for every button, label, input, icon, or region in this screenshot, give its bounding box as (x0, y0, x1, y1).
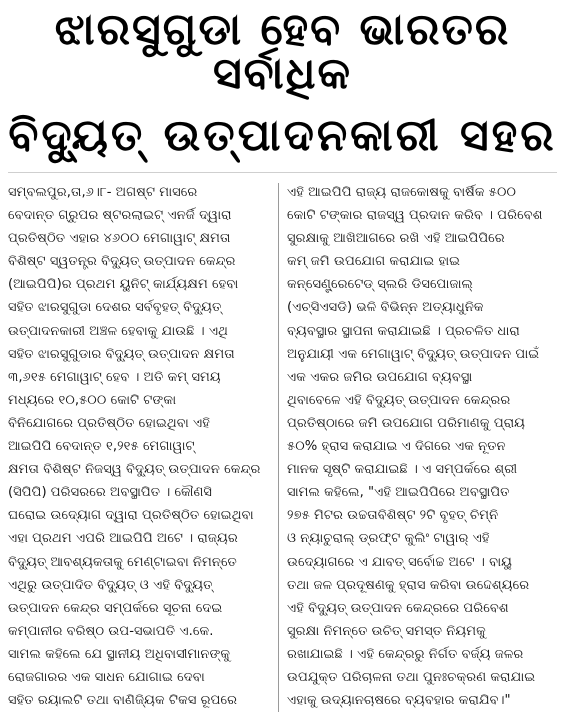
text-line: ଏହା ପ୍ରଥମ ଏପରି ଆଇପିପି ଅଟେ । ରାଜ୍ୟର (8, 531, 238, 547)
left-column-text (8, 181, 270, 712)
text-line: ୫୦% ହ୍ରାସ କରାଯାଇ ଏ ଦିଗରେ ଏକ ନୂତନ (287, 439, 506, 455)
text-line: ବିଦ୍ୟୁତ୍ ଆବଶ୍ୟକତାକୁ ମେଣ୍ଟାଇବା ନିମନ୍ତେ (8, 554, 237, 570)
text-line: ଅନୁଯାୟୀ ଏକ ମେଗାୱାଟ୍ ବିଦ୍ୟୁତ୍ ଉତ୍ପାଦନ ପାଇଁ (287, 346, 540, 362)
text-line: କନ୍‌ସେଣ୍ଟ୍ରେଟେଡ୍ ସ୍ଲରି ଡିସପୋଜାଲ୍ (287, 277, 474, 293)
text-line: ସହିତ ଝାରସୁଗୁଡାର ବିଦ୍ୟୁତ୍ ଉତ୍ପାଦନ କ୍ଷମତା (8, 346, 235, 362)
text-line: ସାମଲ କହିଲେ, "ଏହି ଆଇପିପିରେ ଅବସ୍ଥାପିତ (287, 485, 510, 501)
text-line: ମଧ୍ୟରେ ୧୦,୫୦୦ କୋଟି ଟଙ୍କା (8, 392, 177, 408)
text-line: ଆଇପିପି ବେଦାନ୍ତ ୧,୨୧୫ ମେଗାୱାଟ୍ (8, 439, 195, 455)
headline-line-1: ଝାରସୁଗୁଡା ହେବ ଭାରତର ସର୍ବାଧିକ (54, 4, 511, 99)
text-line: ସୁରକ୍ଷା ନିମନ୍ତେ ଉଚିତ୍ ସମସ୍ତ ନିୟମକୁ (287, 623, 486, 639)
text-line: ମାନକ ସୃଷ୍ଟି କରାଯାଇଛି । ଏ ସମ୍ପର୍କରେ ଶ୍ରୀ (287, 462, 518, 478)
text-line: କୋଟି ଟଙ୍କାର ରାଜସ୍ୱ ପ୍ରଦାନ କରିବ । ପରିବେଶ (287, 208, 543, 224)
text-line: ଉତ୍ପାଦନକାରୀ ଅଞ୍ଚଳ ହେବାକୁ ଯାଉଛି । ଏଥି (8, 323, 228, 339)
right-column (279, 181, 549, 712)
text-line: ସହିତ ରୟାଲଟି ତଥା ବାଣିଜ୍ୟିକ ଟିକସ ରୂପରେ (8, 693, 238, 709)
text-line: ଏହାକୁ ଉଦ୍ୟାନଚାଷରେ ବ୍ୟବହାର କରାଯିବ।" (287, 693, 511, 709)
text-line: ଏହି ବିଦ୍ୟୁତ୍ ଉତ୍ପାଦନ କେନ୍ଦ୍ରରେ ପରିବେଶ (287, 600, 509, 616)
text-line: ଏହି ଆଇପିପି ରାଜ୍ୟ ରାଜକୋଷକୁ ବାର୍ଷିକ ୫୦୦ (287, 185, 517, 200)
text-line: ୩,୬୧୫ ମେଗାୱାଟ୍ ହେବ । ଅତି କମ୍ ସମୟ (8, 369, 221, 385)
text-line: ବ୍ୟବସ୍ଥାର ସ୍ଥାପନା କରାଯାଇଛି । ପ୍ରଚଳିତ ଧାରା (287, 323, 520, 339)
text-line: ବେଦାନ୍ତ ଗ୍ରୁପର ଷ୍ଟରଲାଇଟ୍ ଏନର୍ଜି ଦ୍ୱାରା (8, 208, 232, 224)
text-line: ବିନିଯୋଗରେ ପ୍ରତିଷ୍ଠିତ ହୋଇଥିବା ଏହି (8, 415, 210, 431)
text-line: ଓ ନ୍ୟାଚୁରାଲ୍ ଡ୍ରଫ୍ଟ କୁଲିଂ ଟାୱାର୍ ଏହି (287, 531, 490, 547)
headline-line-2: ବିଦ୍ୟୁତ୍ ଉତ୍ପାଦନକାରୀ ସହର (8, 110, 557, 161)
article-body (8, 181, 557, 712)
text-line: ବିଶିଷ୍ଟ ସ୍ୱତନ୍ତ୍ର ବିଦ୍ୟୁତ୍ ଉତ୍ପାଦନ କେନ୍ଦ୍ର (8, 254, 236, 270)
text-line: ସାମଲ କହିଲେ ଯେ ସ୍ଥାନୀୟ ଅଧିବାସୀମାନଙ୍କୁ (8, 646, 231, 662)
text-line: ରୋଜଗାରର ଏକ ସାଧନ ଯୋଗାଇ ଦେବା (8, 669, 205, 685)
text-line: ପ୍ରତିଷ୍ଠାରେ ଜମି ଉପଯୋଗ ପରିମାଣକୁ ପ୍ରାୟ (287, 415, 526, 431)
text-line: (ସିପିପି) ପରିସରରେ ଅବସ୍ଥାପିତ । କୌଣସି (8, 485, 213, 501)
text-line: (ଆଇପିପି)ର ପ୍ରଥମ ୟୁନିଟ୍ କାର୍ଯ୍ୟକ୍ଷମ ହେବା (8, 277, 239, 293)
text-line: କମ୍ ଜମି ଉପଯୋଗ କରାଯାଇ ହାଇ (287, 254, 461, 270)
right-column-text (287, 181, 549, 712)
text-line: ଥିବାବେଳେ ଏହି ବିଦ୍ୟୁତ୍ ଉତ୍ପାଦନ କେନ୍ଦ୍ରର (287, 392, 511, 408)
text-line: ଘରୋଇ ଉଦ୍ୟୋଗ ଦ୍ୱାରା ପ୍ରତିଷ୍ଠିତ ହୋଇଥିବା (8, 508, 254, 524)
text-line: ରଖାଯାଇଛି । ଏହି କେନ୍ଦ୍ରରୁ ନିର୍ଗତ ବର୍ଜ୍ୟ ଜଳର (287, 646, 524, 662)
text-line: ସୁରକ୍ଷାକୁ ଆଖିଆଗରେ ରଖି ଏହି ଆଇପିପିରେ (287, 231, 505, 247)
text-line: କମ୍ପାନୀର ବରିଷ୍ଠ ଉପ-ସଭାପତି ଏ.କେ. (8, 623, 214, 639)
text-line: (ଏଚ୍‌ସିଏସଡି) ଭଳି ବିଭିନ୍ନ ଅତ୍ୟାଧୁନିକ (287, 300, 484, 316)
text-line: ସମ୍ବଲପୁର,ତା,୬।୮- ଅଗଷ୍ଟ ମାସରେ (8, 185, 198, 200)
text-line: ଉଦ୍ୟୋଗରେ ଏ ଯାବତ୍ ସର୍ବୋଚ୍ଚ ଅଟେ । ବାୟୁ (287, 554, 513, 570)
text-line: ଏକ ଏକର ଜମିର ଉପଯୋଗ ବ୍ୟବସ୍ଥା (287, 369, 473, 385)
text-line: ପ୍ରତିଷ୍ଠିତ ଏହାର ୪୬୦୦ ମେଗାୱାଟ୍ କ୍ଷମତା (8, 231, 231, 247)
text-line: ଏଥିରୁ ଉତ୍ପାଦିତ ବିଦ୍ୟୁତ୍ ଓ ଏହି ବିଦ୍ୟୁତ୍ (8, 577, 213, 593)
text-line: ସହିତ ଝାରସୁଗୁଡା ଦେଶର ସର୍ବବୃହତ୍ ବିଦ୍ୟୁତ୍ (8, 300, 222, 316)
left-column (8, 181, 278, 712)
text-line: ତଥା ଜଳ ପ୍ରଦୂଷଣକୁ ହ୍ରାସ କରିବା ଉଦ୍ଦେଶ୍ୟରେ (287, 577, 530, 593)
text-line: ୨୭୫ ମିଟର ଉଚ୍ଚତାବିଶିଷ୍ଟ ୨ଟି ବୃହତ୍ ଚିମ୍‌ନି (287, 508, 499, 524)
headline-rule (8, 172, 557, 173)
text-line: ଉତ୍ପାଦନ କେନ୍ଦ୍ର ସମ୍ପର୍କରେ ସୂଚନା ଦେଇ (8, 600, 223, 616)
text-line: ଉପଯୁକ୍ତ ପରିଚାଳନା ତଥା ପୁନଃଚକ୍ରଣ କରାଯାଇ (287, 669, 536, 685)
text-line: କ୍ଷମତା ବିଶିଷ୍ଟ ନିଜସ୍ୱ ବିଦ୍ୟୁତ୍ ଉତ୍ପାଦନ କେନ୍ଦ୍ର (8, 462, 261, 478)
